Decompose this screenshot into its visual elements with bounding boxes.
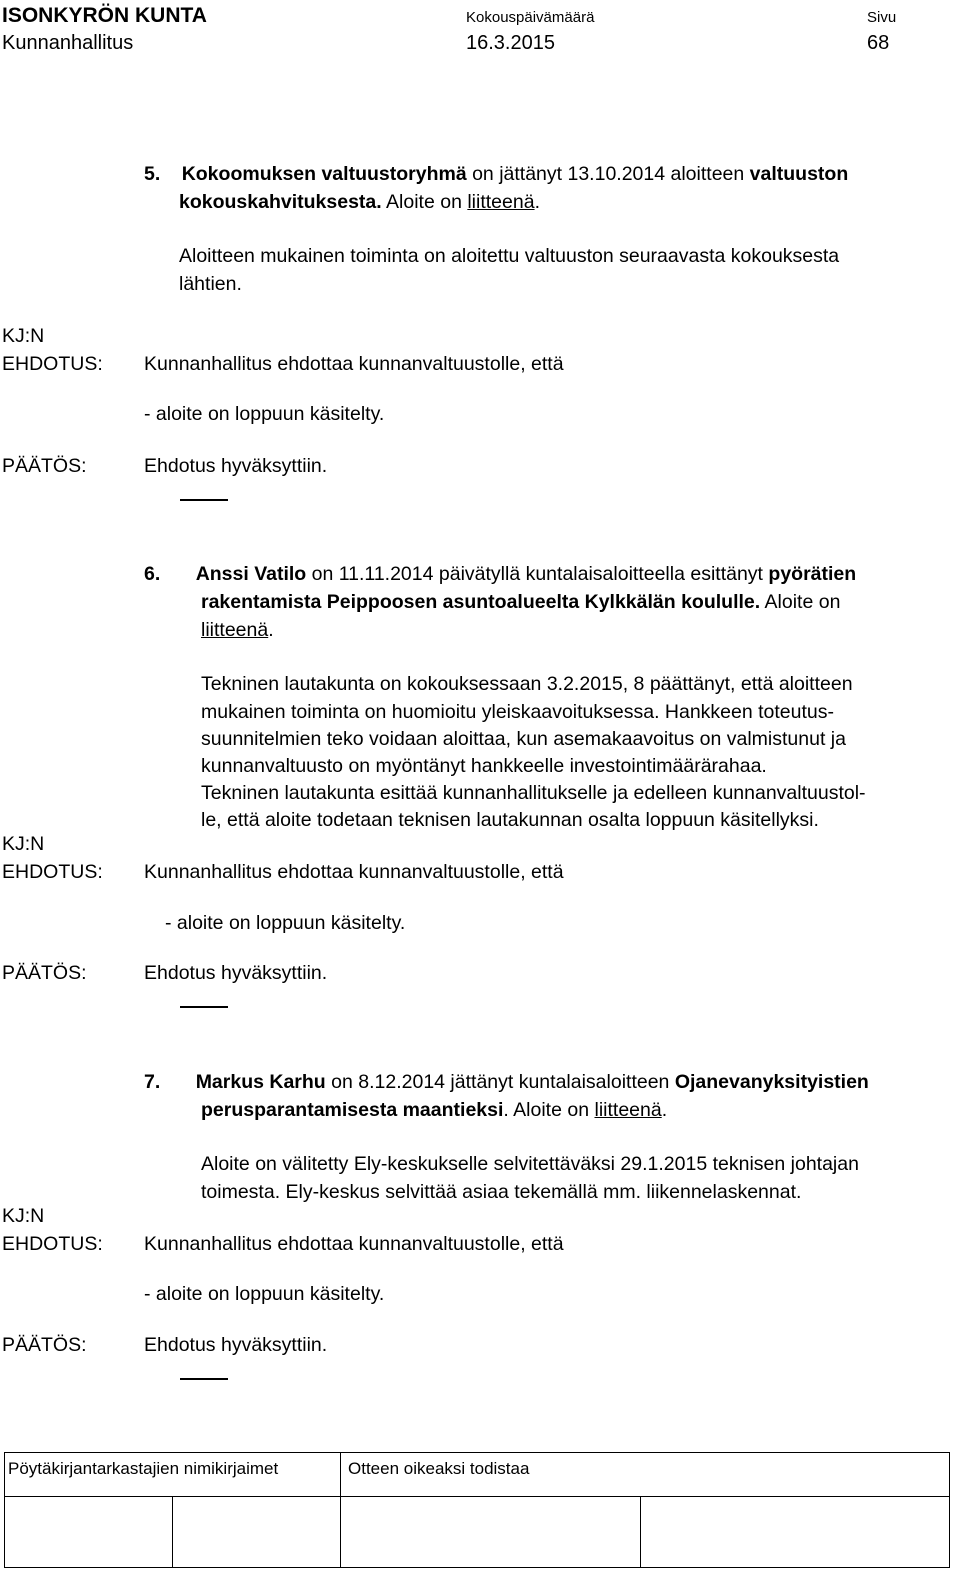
item6-separator — [180, 1006, 228, 1008]
item7-number: 7. — [144, 1071, 161, 1093]
item7-period: . — [661, 1099, 668, 1121]
item6-para-line4: kunnanvaltuusto on myöntänyt hankkeelle investointimäärärahaa. — [201, 755, 767, 777]
item5-paatos-label: PÄÄTÖS: — [2, 455, 87, 477]
signature-table-divider — [4, 1496, 950, 1497]
item5-line1 — [144, 160, 848, 188]
page-label: Sivu — [867, 9, 897, 26]
item6-para-line6: le, että aloite todetaan teknisen lautakunnan osalta loppuun käsitellyksi. — [201, 809, 819, 831]
item7-subject-b: Ojanevanyksityistien — [674, 1071, 869, 1093]
item6-subject-a: Anssi Vatilo — [195, 563, 307, 585]
item7-separator — [180, 1378, 228, 1380]
item5-ehdotus-label: EHDOTUS: — [2, 353, 103, 375]
item5-number: 5. — [144, 163, 161, 185]
item7-text-b: . Aloite on — [503, 1099, 595, 1121]
item7-line1 — [144, 1068, 869, 1096]
item5-attachment-link[interactable]: liitteenä — [467, 191, 535, 213]
item5-decision: Ehdotus hyväksyttiin. — [144, 455, 328, 477]
item7-kjn-label: KJ:N — [2, 1205, 45, 1227]
item6-proposal-bullet: - aloite on loppuun käsitelty. — [165, 912, 406, 934]
item5-para-line2: lähtien. — [179, 273, 242, 295]
item7-para-line2: toimesta. Ely-keskus selvittää asiaa tekemällä mm. liikennelaskennat. — [201, 1181, 802, 1203]
item6-kjn-label: KJ:N — [2, 833, 45, 855]
item6-text-b: Aloite on — [760, 591, 841, 613]
item6-para-line5: Tekninen lautakunta esittää kunnanhallitukselle ja edelleen kunnanvaltuustol- — [201, 782, 866, 804]
item7-subject-c: perusparantamisesta maantieksi — [201, 1099, 504, 1121]
item5-kjn-label: KJ:N — [2, 325, 45, 347]
item5-subject-a: Kokoomuksen valtuustoryhmä — [181, 163, 467, 185]
item5-separator — [180, 499, 228, 501]
item6-subject-b: pyörätien — [768, 563, 857, 585]
item5-subject-b: valtuuston — [749, 163, 849, 185]
item6-para-line3: suunnitelmien teko voidaan aloittaa, kun asemakaavoitus on valmistunut ja — [201, 728, 846, 750]
item5-line2 — [179, 188, 540, 216]
item5-proposal-bullet: - aloite on loppuun käsitelty. — [144, 403, 385, 425]
item7-proposal: Kunnanhallitus ehdottaa kunnanvaltuustolle, että — [144, 1233, 564, 1255]
item6-line3 — [201, 616, 274, 644]
item6-para-line1: Tekninen lautakunta on kokouksessaan 3.2.2015, 8 päättänyt, että aloitteen — [201, 673, 853, 695]
item7-ehdotus-label: EHDOTUS: — [2, 1233, 103, 1255]
certified-copy-label: Otteen oikeaksi todistaa — [348, 1459, 530, 1478]
item7-attachment-link[interactable]: liitteenä — [594, 1099, 662, 1121]
item5-proposal: Kunnanhallitus ehdottaa kunnanvaltuustolle, että — [144, 353, 564, 375]
item5-para-line1: Aloitteen mukainen toiminta on aloitettu valtuuston seuraavasta kokouksesta — [179, 245, 840, 267]
item6-proposal: Kunnanhallitus ehdottaa kunnanvaltuustolle, että — [144, 861, 564, 883]
item5-text-a: on jättänyt 13.10.2014 aloitteen — [466, 163, 750, 185]
item6-line2 — [201, 588, 840, 616]
date-label: Kokouspäivämäärä — [466, 9, 595, 26]
item7-para-line1: Aloite on välitetty Ely-keskukselle selvitettäväksi 29.1.2015 teknisen johtajan — [201, 1153, 859, 1175]
signature-cell-divider-right — [640, 1496, 641, 1568]
item6-paatos-label: PÄÄTÖS: — [2, 962, 87, 984]
item6-text-a: on 11.11.2014 päivätyllä kuntalaisaloitteella esittänyt — [306, 563, 769, 585]
signature-cell-divider-left — [172, 1496, 173, 1568]
page-number: 68 — [867, 32, 890, 54]
item5-subject-c: kokouskahvituksesta. — [179, 191, 382, 213]
item5-period: . — [534, 191, 540, 213]
item6-para-line2: mukainen toiminta on huomioitu yleiskaavoituksessa. Hankkeen toteutus- — [201, 701, 835, 723]
meeting-date: 16.3.2015 — [466, 32, 555, 54]
reviewers-initials-label: Pöytäkirjantarkastajien nimikirjaimet — [8, 1459, 279, 1478]
item6-decision: Ehdotus hyväksyttiin. — [144, 962, 328, 984]
signature-table-center-line — [340, 1452, 341, 1568]
item7-subject-a: Markus Karhu — [195, 1071, 326, 1093]
item6-number: 6. — [144, 563, 161, 585]
item7-decision: Ehdotus hyväksyttiin. — [144, 1334, 328, 1356]
item6-subject-c: rakentamista Peippoosen asuntoalueelta Kylkkälän koululle. — [201, 591, 761, 613]
item5-text-b: Aloite on — [381, 191, 468, 213]
item7-paatos-label: PÄÄTÖS: — [2, 1334, 87, 1356]
item6-attachment-link[interactable]: liitteenä — [201, 619, 269, 641]
item7-line2 — [201, 1096, 667, 1124]
meeting-body: Kunnanhallitus — [2, 32, 134, 54]
organization-name: ISONKYRÖN KUNTA — [2, 4, 207, 27]
item6-line1 — [144, 560, 856, 588]
item6-ehdotus-label: EHDOTUS: — [2, 861, 103, 883]
item7-text-a: on 8.12.2014 jättänyt kuntalaisaloitteen — [325, 1071, 675, 1093]
item7-proposal-bullet: - aloite on loppuun käsitelty. — [144, 1283, 385, 1305]
item6-period: . — [268, 619, 274, 641]
